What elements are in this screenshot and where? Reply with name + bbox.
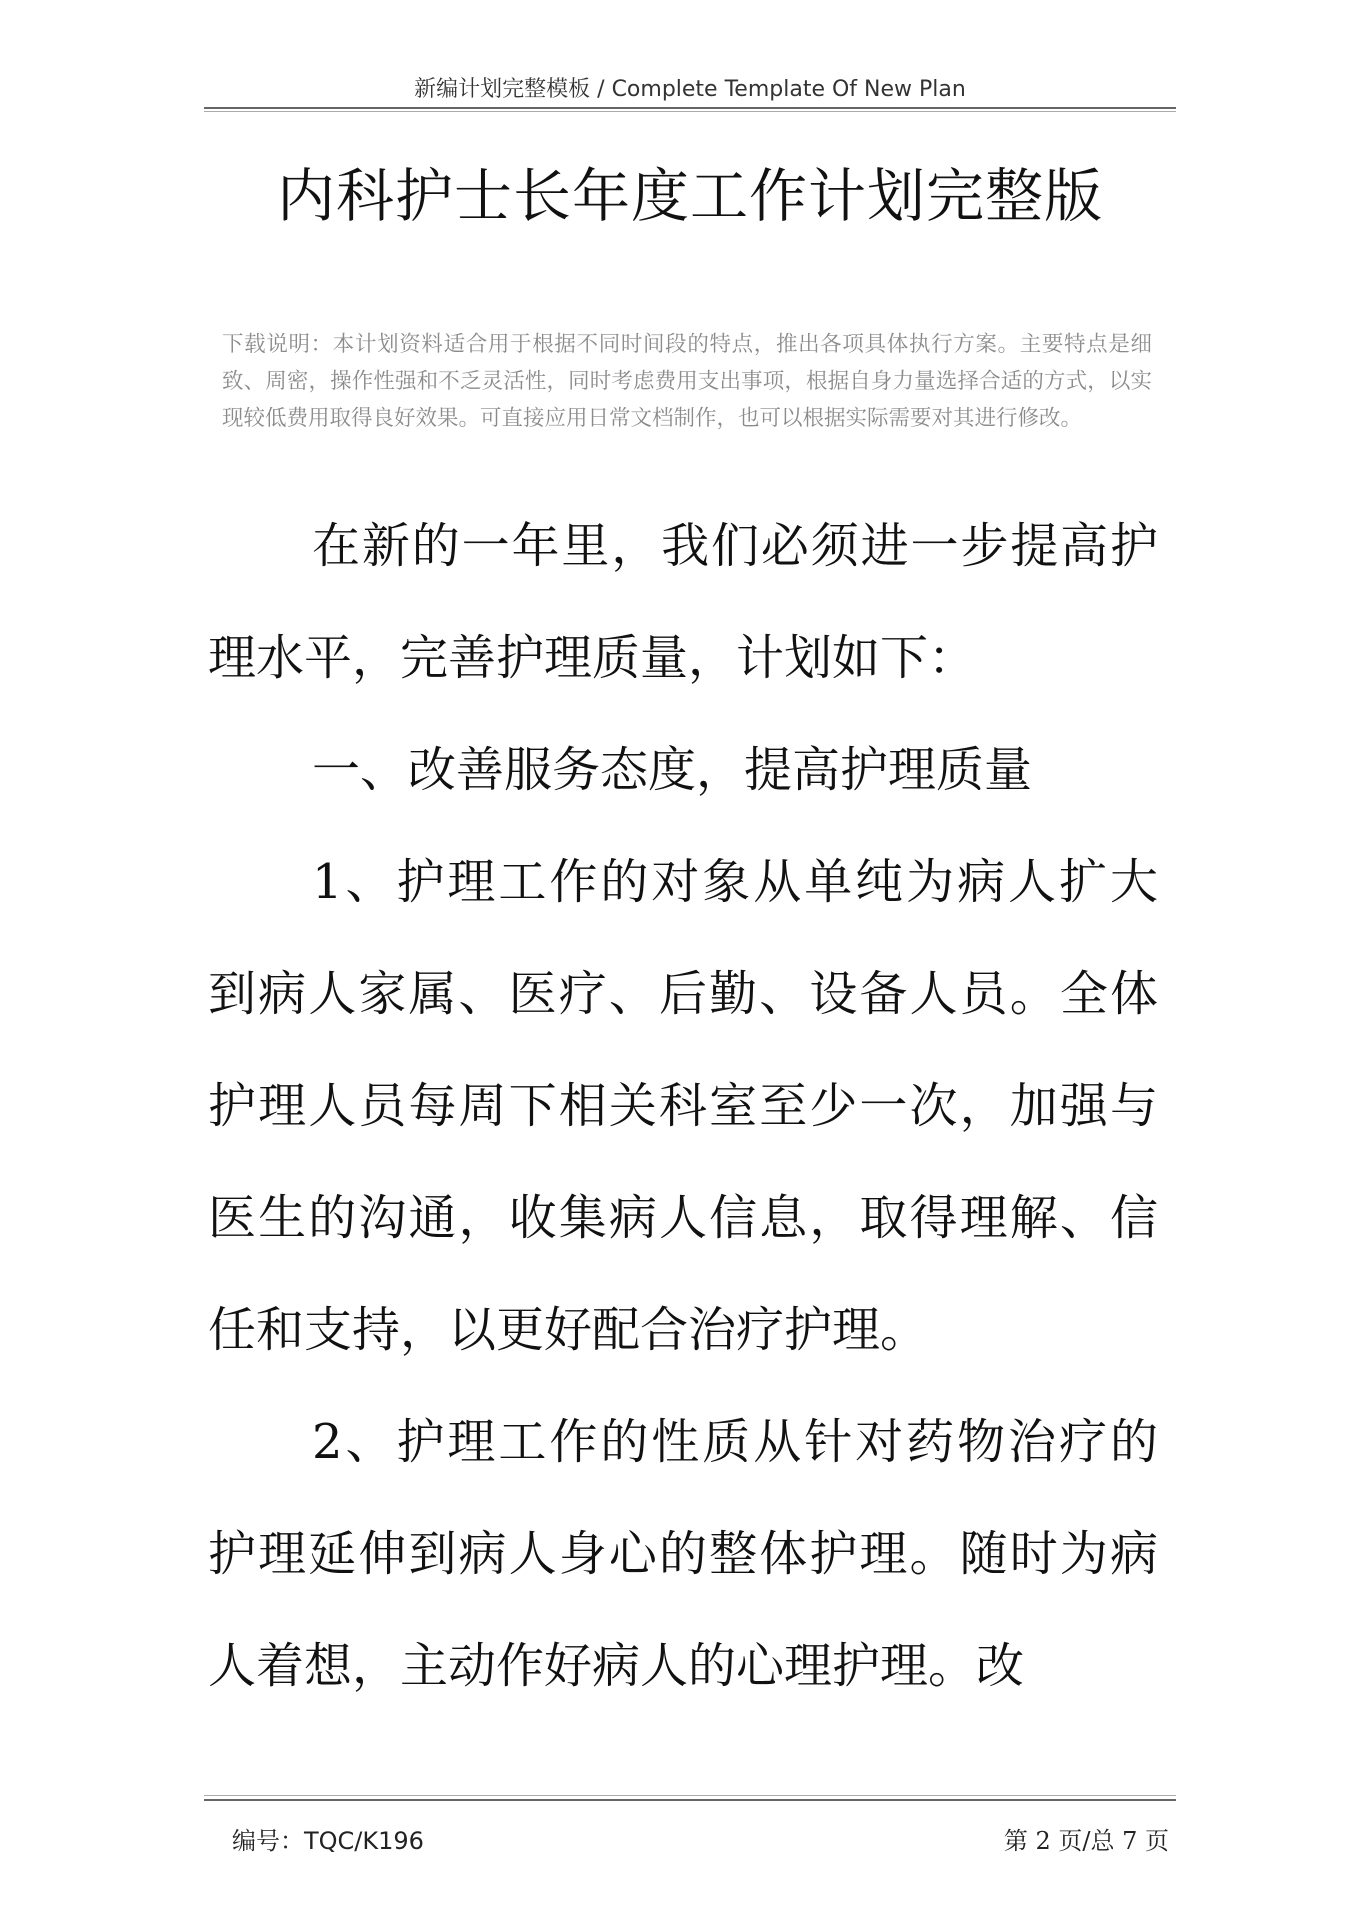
download-note: 下载说明：本计划资料适合用于根据不同时间段的特点，推出各项具体执行方案。主要特点是细致、周密，操作性强和不乏灵活性，同时考虑费用支出事项，根据自身力量选择合适的方式，以实现较低费用取得良好效果。可直接应用日常文档制作，也可以根据实际需要对其进行修改。	[222, 332, 1152, 431]
document-title: 内科护士长年度工作计划完整版	[276, 162, 1103, 230]
page-header: 新编计划完整模板 / Complete Template Of New Plan	[414, 77, 966, 102]
section-heading: 一、改善服务态度，提高护理质量	[312, 742, 1033, 798]
body-paragraph: 1、护理工作的对象从单纯为病人扩大到病人家属、医疗、后勤、设备人员。全体护理人员每周下相关科室至少一次，加强与医生的沟通，收集病人信息，取得理解、信任和支持，以更好配合治疗护理。	[208, 854, 1158, 1358]
document-code: 编号：TQC/K196	[232, 1827, 424, 1855]
page-number: 第 2 页/总 7 页	[1003, 1827, 1169, 1855]
header-rule	[204, 107, 1176, 109]
document-body	[208, 490, 1158, 1722]
header-rule-secondary	[204, 111, 1176, 112]
body-paragraph: 2、护理工作的性质从针对药物治疗的护理延伸到病人身心的整体护理。随时为病人着想，主动作好病人的心理护理。改	[208, 1414, 1158, 1694]
footer-rule-secondary	[204, 1795, 1176, 1796]
footer-rule	[204, 1799, 1176, 1801]
body-paragraph: 在新的一年里，我们必须进一步提高护理水平，完善护理质量，计划如下：	[208, 518, 1158, 686]
